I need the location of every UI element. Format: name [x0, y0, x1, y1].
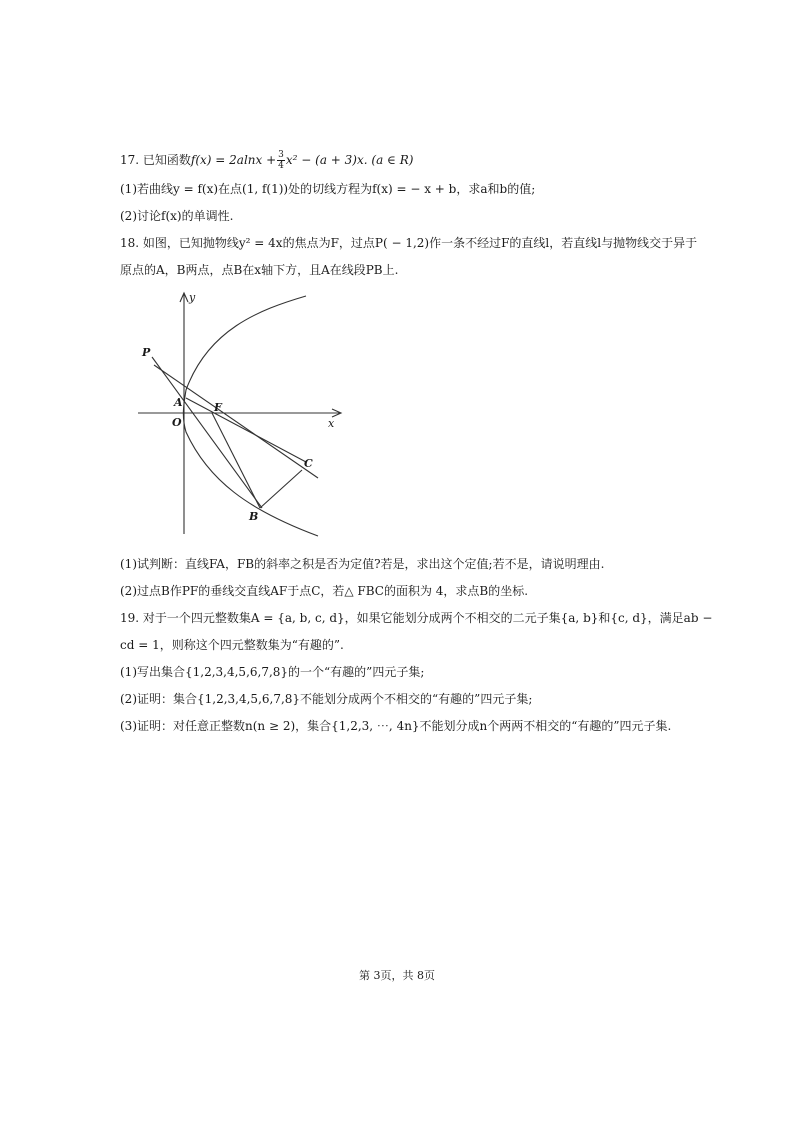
q18-line2: 原点的A，B两点，点B在x轴下方，且A在线段PB上. — [120, 263, 399, 277]
label-c: C — [304, 457, 313, 470]
parabola-figure — [138, 290, 348, 540]
q17-formula-b: x² − (a + 3)x. (a ∈ R) — [285, 153, 414, 167]
q18-line1: 18. 如图，已知抛物线y² = 4x的焦点为F，过点P( − 1,2)作一条不经过F的直线l，若直线l与抛物线交于异于 — [120, 236, 698, 250]
label-x: x — [328, 417, 335, 430]
q17-formula-a: f(x) = 2alnx + — [190, 153, 277, 167]
label-p: P — [142, 346, 151, 359]
q17-heading — [120, 150, 413, 171]
q19-part3: (3)证明：对任意正整数n(n ≥ 2)，集合{1,2,3, ⋯, 4n}不能划分成n个两两不相交的“有趣的”四元子集. — [120, 719, 672, 733]
q17-fraction — [277, 150, 285, 171]
q17-part2: (2)讨论f(x)的单调性. — [120, 209, 234, 223]
label-o: O — [172, 416, 182, 429]
label-y: y — [189, 291, 196, 304]
q18-part1: (1)试判断：直线FA，FB的斜率之积是否为定值?若是，求出这个定值;若不是，请说明理由. — [120, 557, 605, 571]
line-bc — [260, 470, 302, 508]
page-footer: 第 3页，共 8页 — [359, 969, 435, 982]
label-a: A — [174, 396, 183, 409]
q19-part2: (2)证明：集合{1,2,3,4,5,6,7,8}不能划分成两个不相交的“有趣的”四元子集; — [120, 692, 533, 706]
q17-frac-den: 4 — [278, 161, 284, 171]
q17-part1: (1)若曲线y = f(x)在点(1, f(1))处的切线方程为f(x) = − x + b，求a和b的值; — [120, 182, 536, 196]
q19-line2: cd = 1，则称这个四元整数集为“有趣的”. — [120, 638, 344, 652]
line-pb — [152, 357, 262, 508]
q17-prefix: 17. 已知函数 — [120, 153, 191, 167]
q19-line1: 19. 对于一个四元整数集A = {a, b, c, d}，如果它能划分成两个不相交的二元子集{a, b}和{c, d}，满足ab − — [120, 611, 713, 625]
q17-frac-num: 3 — [278, 150, 284, 160]
line-af — [186, 398, 306, 462]
label-b: B — [249, 510, 259, 523]
parabola-curve — [183, 296, 318, 536]
q18-part2: (2)过点B作PF的垂线交直线AF于点C，若△ FBC的面积为 4，求点B的坐标. — [120, 584, 529, 598]
q19-part1: (1)写出集合{1,2,3,4,5,6,7,8}的一个“有趣的”四元子集; — [120, 665, 425, 679]
label-f: F — [214, 401, 222, 414]
